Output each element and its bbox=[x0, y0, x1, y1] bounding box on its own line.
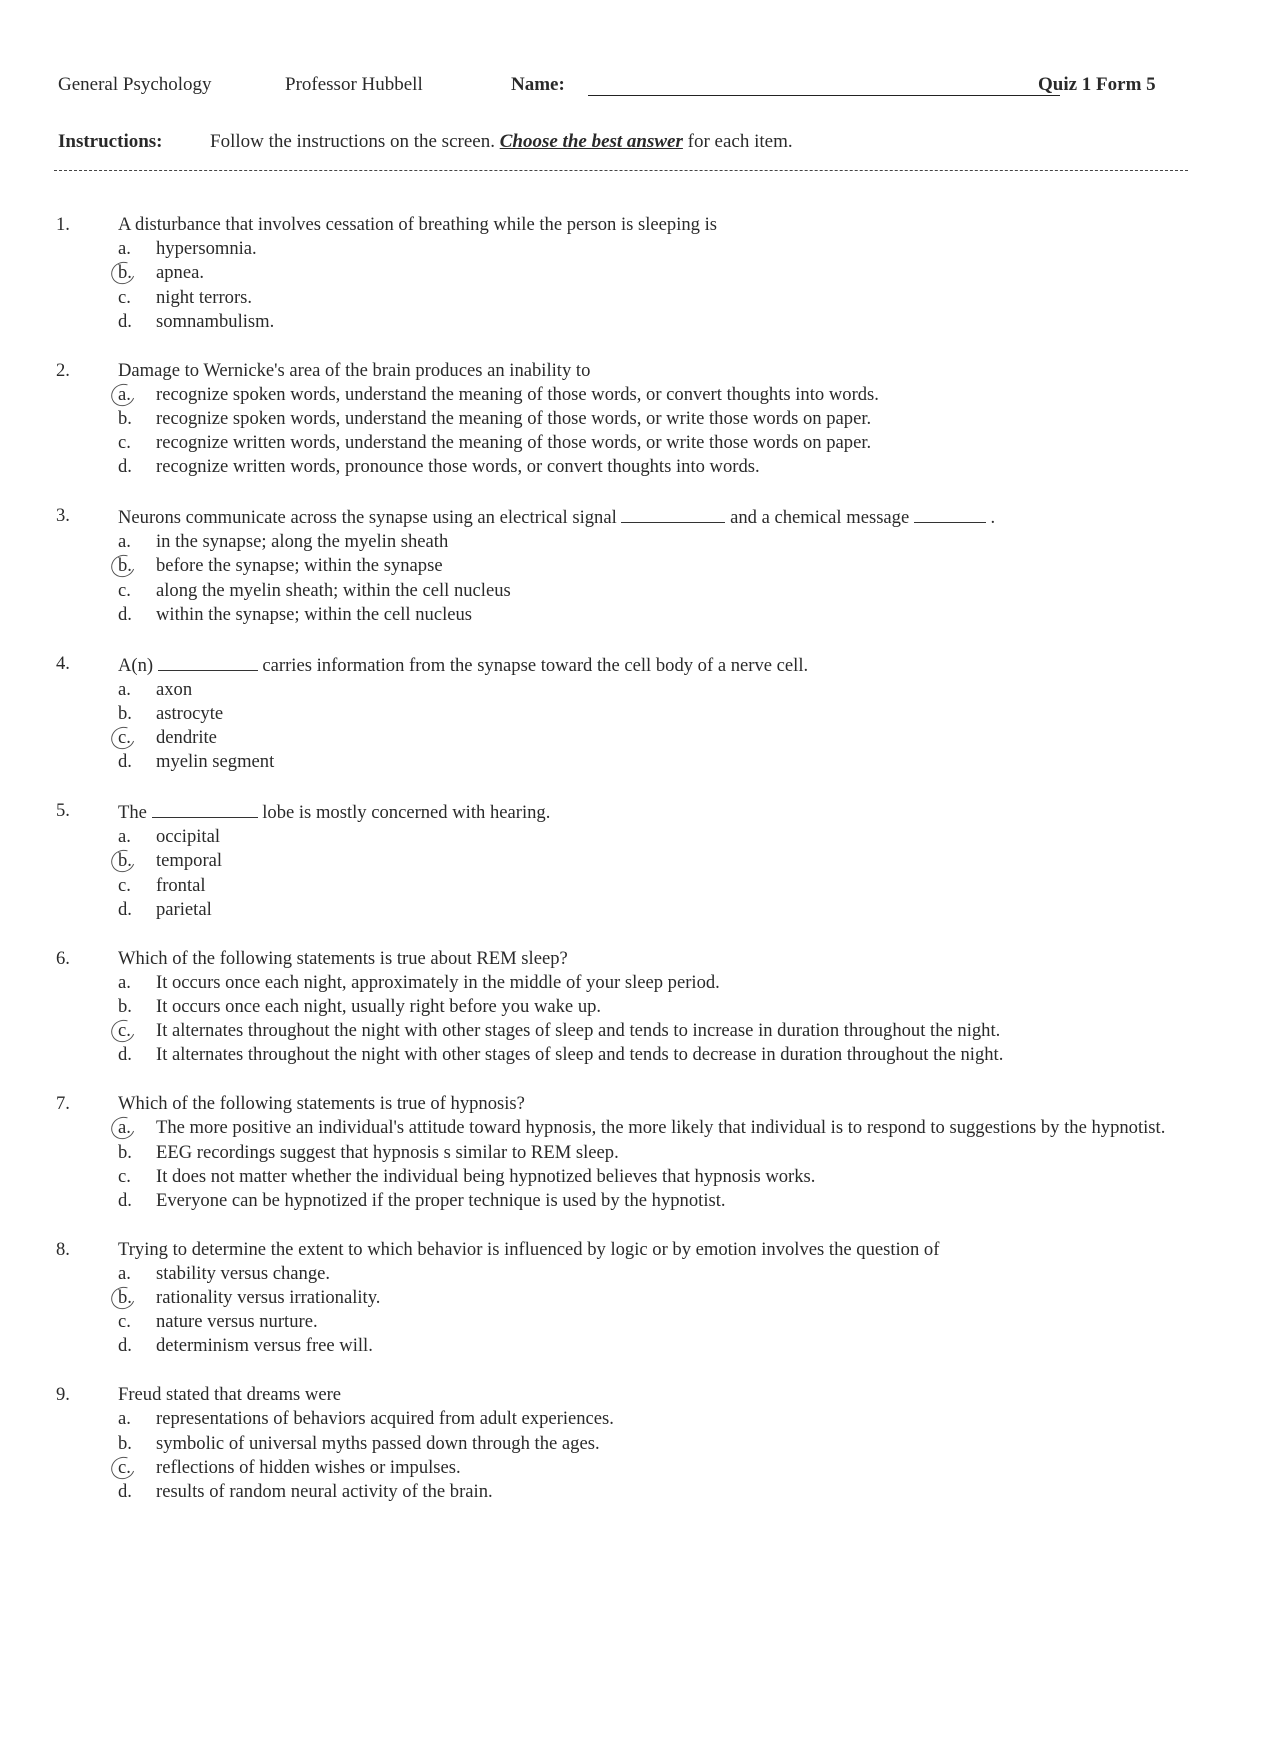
option-b bbox=[118, 849, 1204, 873]
option-text: recognize written words, understand the meaning of those words, or write those words on paper. bbox=[156, 432, 872, 454]
question-text: Trying to determine the extent to which behavior is influenced by logic or by emotion involves the question of bbox=[118, 1238, 940, 1260]
option-letter: b. bbox=[118, 555, 132, 577]
option-letter: d. bbox=[118, 1480, 132, 1502]
option-text: It does not matter whether the individual being hypnotized believes that hypnosis works. bbox=[156, 1165, 816, 1187]
option-letter: a. bbox=[118, 1262, 131, 1284]
question-number: 6. bbox=[56, 947, 70, 969]
instructions-label: Instructions: bbox=[58, 131, 163, 152]
option-letter: a. bbox=[118, 1117, 131, 1139]
option-text: nature versus nurture. bbox=[156, 1311, 318, 1333]
option-letter: b. bbox=[118, 702, 132, 724]
option-b bbox=[118, 261, 1204, 285]
option-letter: c. bbox=[118, 874, 131, 896]
answer-blank bbox=[152, 799, 258, 818]
option-text: dendrite bbox=[156, 727, 217, 749]
option-d bbox=[118, 898, 1204, 922]
option-letter: d. bbox=[118, 603, 132, 625]
question-number: 9. bbox=[56, 1384, 70, 1406]
option-a bbox=[118, 971, 1204, 995]
option-b bbox=[118, 702, 1204, 726]
professor-name: Professor Hubbell bbox=[285, 74, 423, 95]
option-c bbox=[118, 431, 1204, 455]
option-text: It occurs once each night, approximately in the middle of your sleep period. bbox=[156, 971, 720, 993]
option-text: recognize spoken words, understand the meaning of those words, or write those words on paper. bbox=[156, 407, 872, 429]
question-number: 5. bbox=[56, 800, 70, 822]
question-number: 4. bbox=[56, 652, 70, 674]
question-1 bbox=[54, 213, 1204, 334]
answer-blank bbox=[158, 652, 258, 671]
question-number: 1. bbox=[56, 214, 70, 235]
option-letter: d. bbox=[118, 456, 132, 478]
question-text bbox=[118, 652, 1204, 678]
option-letter: b. bbox=[118, 1287, 132, 1309]
option-letter: d. bbox=[118, 1044, 132, 1066]
option-text: reflections of hidden wishes or impulses. bbox=[156, 1456, 461, 1478]
instructions-emphasis: Choose the best answer bbox=[499, 131, 683, 152]
option-c bbox=[118, 579, 1204, 603]
option-b bbox=[118, 1286, 1204, 1310]
option-c bbox=[118, 874, 1204, 898]
option-text: Everyone can be hypnotized if the proper technique is used by the hypnotist. bbox=[156, 1189, 726, 1211]
option-a bbox=[118, 530, 1204, 554]
option-letter: d. bbox=[118, 898, 132, 920]
option-d bbox=[118, 310, 1204, 334]
question-text: Damage to Wernicke's area of the brain produces an inability to bbox=[118, 359, 591, 381]
option-text: axon bbox=[156, 678, 193, 700]
question-3 bbox=[54, 504, 1204, 627]
option-letter: d. bbox=[118, 1189, 132, 1211]
option-text: astrocyte bbox=[156, 702, 224, 724]
course-title: General Psychology bbox=[58, 74, 212, 95]
option-c bbox=[118, 726, 1204, 750]
option-text: recognize written words, pronounce those words, or convert thoughts into words. bbox=[156, 456, 760, 478]
question-text: A disturbance that involves cessation of breathing while the person is sleeping is bbox=[118, 214, 718, 235]
option-text: It alternates throughout the night with other stages of sleep and tends to decrease in duration throughout the night. bbox=[156, 1044, 1004, 1066]
option-letter: b. bbox=[118, 1432, 132, 1454]
option-text: determinism versus free will. bbox=[156, 1335, 373, 1357]
answer-blank bbox=[914, 504, 986, 523]
instructions-text-before: Follow the instructions on the screen. bbox=[210, 131, 495, 152]
option-b bbox=[118, 1432, 1204, 1456]
option-d bbox=[118, 1334, 1204, 1358]
option-a bbox=[118, 1262, 1204, 1286]
option-text: representations of behaviors acquired from adult experiences. bbox=[156, 1408, 614, 1430]
name-label: Name: bbox=[511, 74, 565, 95]
header-divider bbox=[54, 170, 1188, 171]
option-d bbox=[118, 603, 1204, 627]
option-letter: b. bbox=[118, 995, 132, 1017]
question-text-part: . bbox=[990, 507, 996, 529]
option-letter: c. bbox=[118, 1020, 131, 1042]
option-text: recognize spoken words, understand the meaning of those words, or convert thoughts into words. bbox=[156, 383, 879, 405]
option-letter: a. bbox=[118, 531, 131, 553]
question-number: 7. bbox=[56, 1093, 70, 1115]
option-text: hypersomnia. bbox=[156, 238, 257, 260]
option-b bbox=[118, 1141, 1204, 1165]
question-text-part: A(n) bbox=[118, 654, 154, 676]
option-text: somnambulism. bbox=[156, 310, 275, 332]
option-d bbox=[118, 1189, 1204, 1213]
option-letter: b. bbox=[118, 850, 132, 872]
instructions-text-after: for each item. bbox=[687, 131, 793, 152]
page-header bbox=[58, 74, 1178, 104]
option-letter: a. bbox=[118, 383, 131, 405]
option-letter: c. bbox=[118, 579, 131, 601]
option-letter: c. bbox=[118, 432, 131, 454]
option-letter: a. bbox=[118, 1408, 131, 1430]
name-field-line bbox=[588, 95, 1060, 96]
option-text: occipital bbox=[156, 826, 221, 848]
option-letter: b. bbox=[118, 407, 132, 429]
option-text: results of random neural activity of the brain. bbox=[156, 1480, 493, 1502]
option-text: frontal bbox=[156, 874, 206, 896]
option-letter: d. bbox=[118, 751, 132, 773]
option-d bbox=[118, 750, 1204, 774]
answer-blank bbox=[621, 504, 725, 523]
question-5 bbox=[54, 799, 1204, 922]
option-text: before the synapse; within the synapse bbox=[156, 555, 443, 577]
question-6 bbox=[54, 947, 1204, 1068]
question-text-part: and a chemical message bbox=[730, 507, 910, 529]
option-d bbox=[118, 455, 1204, 479]
question-9 bbox=[54, 1383, 1204, 1504]
option-a bbox=[118, 383, 1204, 407]
option-c bbox=[118, 1019, 1204, 1043]
option-text: along the myelin sheath; within the cell nucleus bbox=[156, 579, 511, 601]
option-letter: c. bbox=[118, 1311, 131, 1333]
option-text: in the synapse; along the myelin sheath bbox=[156, 531, 449, 553]
option-letter: d. bbox=[118, 310, 132, 332]
question-text-part: The bbox=[118, 802, 147, 824]
option-text: It occurs once each night, usually right before you wake up. bbox=[156, 995, 602, 1017]
quiz-form-label: Quiz 1 Form 5 bbox=[1038, 74, 1156, 95]
option-letter: d. bbox=[118, 1335, 132, 1357]
question-text bbox=[118, 799, 1204, 825]
option-text: parietal bbox=[156, 898, 212, 920]
option-text: temporal bbox=[156, 850, 223, 872]
option-b bbox=[118, 995, 1204, 1019]
option-a bbox=[118, 1407, 1204, 1431]
option-text: apnea. bbox=[156, 262, 205, 284]
option-letter: c. bbox=[118, 727, 131, 749]
question-text: Which of the following statements is true of hypnosis? bbox=[118, 1093, 525, 1115]
option-c bbox=[118, 1310, 1204, 1334]
question-text-part: Neurons communicate across the synapse using an electrical signal bbox=[118, 507, 617, 529]
option-letter: a. bbox=[118, 678, 131, 700]
option-letter: c. bbox=[118, 1165, 131, 1187]
question-text-part: carries information from the synapse toward the cell body of a nerve cell. bbox=[262, 654, 809, 676]
option-text: stability versus change. bbox=[156, 1262, 331, 1284]
option-a bbox=[118, 825, 1204, 849]
option-letter: b. bbox=[118, 262, 132, 284]
option-letter: c. bbox=[118, 286, 131, 308]
option-a bbox=[118, 1116, 1204, 1140]
question-number: 2. bbox=[56, 359, 70, 381]
question-list bbox=[54, 213, 1204, 1529]
question-number: 3. bbox=[56, 505, 70, 527]
option-b bbox=[118, 407, 1204, 431]
option-a bbox=[118, 678, 1204, 702]
option-letter: a. bbox=[118, 238, 131, 260]
option-text: EEG recordings suggest that hypnosis s similar to REM sleep. bbox=[156, 1141, 619, 1163]
question-7 bbox=[54, 1092, 1204, 1213]
option-b bbox=[118, 554, 1204, 578]
option-text: symbolic of universal myths passed down through the ages. bbox=[156, 1432, 600, 1454]
option-text: It alternates throughout the night with other stages of sleep and tends to increase in duration throughout the night. bbox=[156, 1020, 1001, 1042]
question-2 bbox=[54, 359, 1204, 480]
question-8 bbox=[54, 1238, 1204, 1359]
option-letter: c. bbox=[118, 1456, 131, 1478]
instructions-text bbox=[210, 131, 793, 153]
question-text bbox=[118, 504, 1204, 530]
question-4 bbox=[54, 652, 1204, 775]
option-text: within the synapse; within the cell nucleus bbox=[156, 603, 473, 625]
option-text: night terrors. bbox=[156, 286, 253, 308]
option-letter: a. bbox=[118, 971, 131, 993]
option-text: myelin segment bbox=[156, 751, 275, 773]
instructions bbox=[58, 131, 793, 153]
question-text: Which of the following statements is true about REM sleep? bbox=[118, 947, 568, 969]
question-number: 8. bbox=[56, 1238, 70, 1260]
option-d bbox=[118, 1043, 1204, 1067]
option-c bbox=[118, 1456, 1204, 1480]
option-text: rationality versus irrationality. bbox=[156, 1287, 381, 1309]
option-letter: a. bbox=[118, 826, 131, 848]
option-c bbox=[118, 1165, 1204, 1189]
option-letter: b. bbox=[118, 1141, 132, 1163]
option-d bbox=[118, 1480, 1204, 1504]
option-text: The more positive an individual's attitude toward hypnosis, the more likely that individual is to respond to suggestions by the hypnotist. bbox=[156, 1117, 1166, 1139]
question-text-part: lobe is mostly concerned with hearing. bbox=[262, 802, 551, 824]
option-c bbox=[118, 286, 1204, 310]
question-text: Freud stated that dreams were bbox=[118, 1384, 342, 1406]
option-a bbox=[118, 237, 1204, 261]
